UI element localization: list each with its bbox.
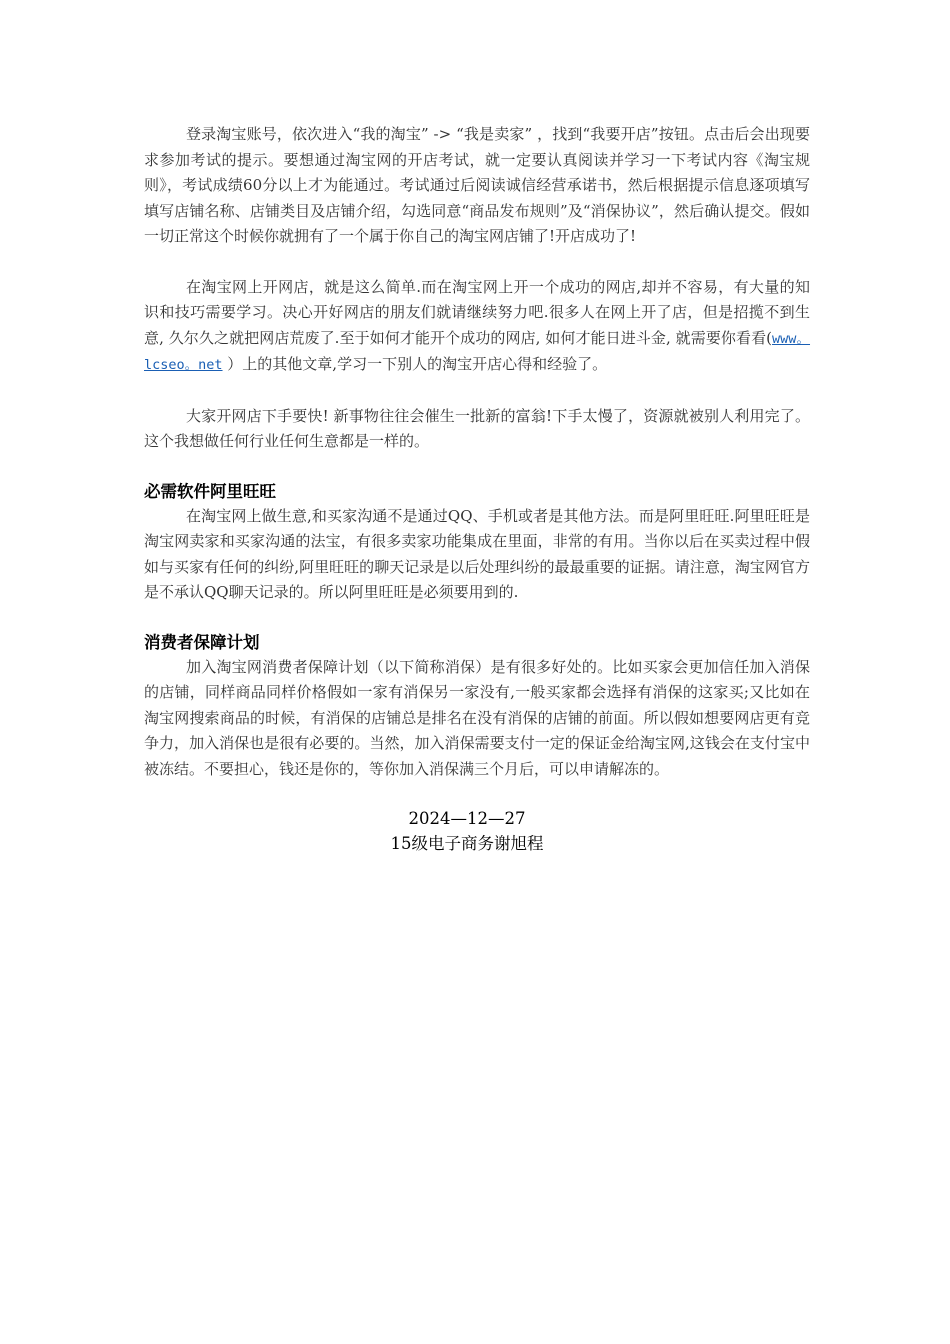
intro-paragraph-2-text-after: ）上的其他文章,学习一下别人的淘宝开店心得和经验了。 [222, 355, 608, 373]
signature-author: 15级电子商务谢旭程 [390, 834, 544, 853]
document-body [144, 122, 810, 856]
intro-paragraph-1: 登录淘宝账号，依次进入“我的淘宝” -> “我是卖家” ，找到“我要开店”按钮。点击后会出现要求参加考试的提示。要想通过淘宝网的开店考试，就一定要认真阅读并学习一下考试内容《淘宝规则》，考试成绩60分以上才为能通过。考试通过后阅读诚信经营承诺书，然后根据提示信息逐项填写填写店铺名称、店铺类目及店铺介绍，勾选同意“商品发布规则”及“消保协议”，然后确认提交。假如一切正常这个时候你就拥有了一个属于你自己的淘宝网店铺了!开店成功了! [144, 125, 810, 245]
intro-paragraph-2-text-before: 在淘宝网上开网店，就是这么简单.而在淘宝网上开一个成功的网店,却并不容易，有大量的知识和技巧需要学习。决心开好网店的朋友们就请继续努力吧.很多人在网上开了店，但是招揽不到生意, 久尔久之就把网店荒废了.至于如何才能开个成功的网店, 如何才能日进斗金, 就需要你看看( [144, 277, 810, 347]
signature-block [144, 806, 810, 856]
intro-paragraph-3: 大家开网店下手要快! 新事物往往会催生一批新的富翁!下手太慢了，资源就被别人利用完了。这个我想做任何行业任何生意都是一样的。 [144, 406, 810, 450]
website-link[interactable]: www。lcseo。net [144, 330, 811, 373]
section-heading-aliwangwang: 必需软件阿里旺旺 [144, 481, 276, 501]
intro-paragraph-2 [144, 275, 810, 379]
signature-date: 2024—12—27 [408, 809, 526, 828]
section-heading-consumer-protection: 消费者保障计划 [144, 632, 260, 652]
section-consumer-protection-body: 加入淘宝网消费者保障计划（以下简称消保）是有很多好处的。比如买家会更加信任加入消保的店铺，同样商品同样价格假如一家有消保另一家没有,一般买家都会选择有消保的这家买;又比如在淘宝网搜索商品的时候，有消保的店铺总是排名在没有消保的店铺的前面。所以假如想要网店更有竞争力，加入消保也是很有必要的。当然，加入消保需要支付一定的保证金给淘宝网,这钱会在支付宝中被冻结。不要担心，钱还是你的，等你加入消保满三个月后，可以申请解冻的。 [144, 657, 810, 778]
section-aliwangwang-body: 在淘宝网上做生意,和买家沟通不是通过QQ、手机或者是其他方法。而是阿里旺旺.阿里旺旺是淘宝网卖家和买家沟通的法宝，有很多卖家功能集成在里面，非常的有用。当你以后在买卖过程中假如与买家有任何的纠纷,阿里旺旺的聊天记录是以后处理纠纷的最最重要的证据。请注意，淘宝网官方是不承认QQ聊天记录的。所以阿里旺旺是必须要用到的. [144, 506, 810, 601]
